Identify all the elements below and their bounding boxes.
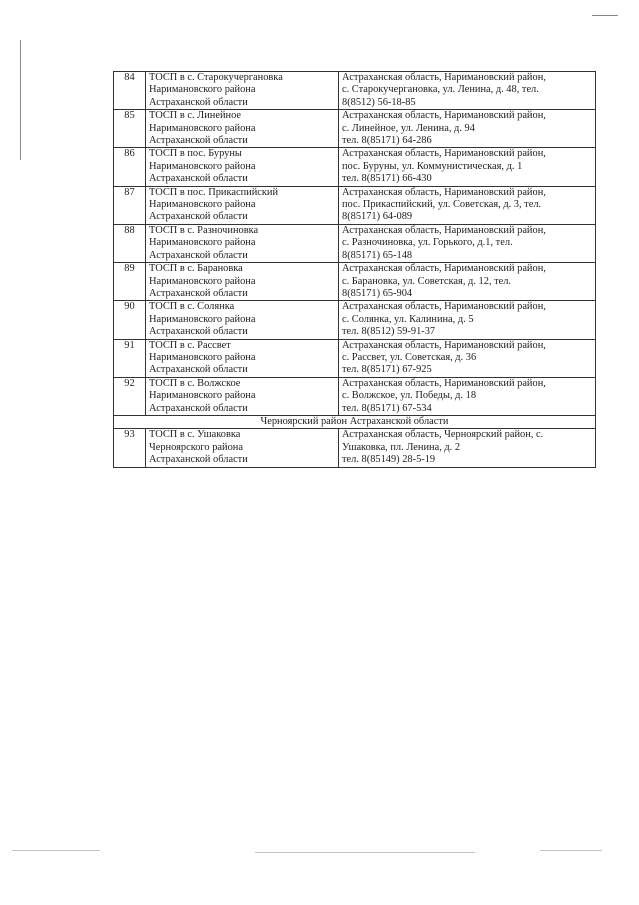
entry-number: 89 xyxy=(114,263,146,301)
branch-address-cell xyxy=(339,110,596,148)
entry-number: 92 xyxy=(114,377,146,415)
branch-name-line: Астраханской области xyxy=(149,454,248,466)
branch-name-line: ТОСП в с. Ушаковка xyxy=(149,429,241,441)
entry-number: 88 xyxy=(114,224,146,262)
branch-name-cell xyxy=(146,110,339,148)
branch-address-line: Астраханская область, Наримановский район, xyxy=(342,377,546,389)
branch-name-line: ТОСП в с. Барановка xyxy=(149,263,243,275)
branch-name-line: Наримановского района xyxy=(149,199,256,211)
scan-edge-line-left xyxy=(20,40,21,160)
branch-address-line: с. Разночиновка, ул. Горького, д.1, тел. xyxy=(342,237,513,249)
branch-address-line: Астраханская область, Наримановский район, xyxy=(342,72,546,83)
section-title: Черноярский район Астраханской области xyxy=(114,415,596,428)
branch-address-line: тел. 8(8512) 59-91-37 xyxy=(342,326,436,338)
branch-address-line: 8(85171) 64-089 xyxy=(342,211,413,223)
branch-address-line: 8(85171) 65-148 xyxy=(342,249,413,261)
branch-address-line: Астраханская область, Наримановский район, xyxy=(342,263,546,275)
branch-address-line: с. Линейное, ул. Ленина, д. 94 xyxy=(342,122,475,134)
scan-edge-line-bottom-left xyxy=(12,850,100,851)
table-row xyxy=(114,72,596,110)
branch-address-line: Астраханская область, Наримановский район, xyxy=(342,224,546,236)
entry-number: 85 xyxy=(114,110,146,148)
registry-table-body xyxy=(114,72,596,468)
branch-name-cell xyxy=(146,148,339,186)
branch-address-cell xyxy=(339,224,596,262)
branch-name-line: ТОСП в с. Разночиновка xyxy=(149,224,259,236)
branch-address-line: Астраханская область, Наримановский район, xyxy=(342,148,546,160)
branch-name-line: Черноярского района xyxy=(149,441,243,453)
branch-name-cell xyxy=(146,72,339,110)
branch-name-line: ТОСП в с. Старокучергановка xyxy=(149,72,283,83)
branch-address-line: тел. 8(85171) 67-925 xyxy=(342,364,432,376)
table-row xyxy=(114,148,596,186)
entry-number: 93 xyxy=(114,429,146,467)
table-row xyxy=(114,301,596,339)
branch-name-cell xyxy=(146,186,339,224)
branch-name-line: ТОСП в с. Солянка xyxy=(149,301,235,313)
branch-address-line: тел. 8(85171) 66-430 xyxy=(342,173,432,185)
branch-address-cell xyxy=(339,186,596,224)
branch-address-line: Астраханская область, Наримановский район, xyxy=(342,339,546,351)
branch-address-line: Астраханская область, Наримановский район, xyxy=(342,186,546,198)
branch-address-cell xyxy=(339,377,596,415)
branch-name-line: Наримановского района xyxy=(149,237,256,249)
branch-name-line: Наримановского района xyxy=(149,122,256,134)
branch-name-line: Наримановского района xyxy=(149,84,256,96)
branch-address-line: тел. 8(85171) 67-534 xyxy=(342,402,432,414)
branch-address-line: с. Старокучергановка, ул. Ленина, д. 48, тел. xyxy=(342,84,539,96)
branch-name-line: ТОСП в пос. Прикаспийский xyxy=(149,186,279,198)
branch-name-cell xyxy=(146,429,339,467)
branch-address-line: Астраханская область, Черноярский район, с. xyxy=(342,429,544,441)
branch-address-line: пос. Прикаспийский, ул. Советская, д. 3, тел. xyxy=(342,199,542,211)
branch-name-line: Астраханской области xyxy=(149,211,248,223)
entry-number: 91 xyxy=(114,339,146,377)
branch-address-line: с. Рассвет, ул. Советская, д. 36 xyxy=(342,351,477,363)
table-row xyxy=(114,377,596,415)
branch-address-line: пос. Буруны, ул. Коммунистическая, д. 1 xyxy=(342,160,523,172)
branch-name-line: Наримановского района xyxy=(149,390,256,402)
branch-name-cell xyxy=(146,301,339,339)
branch-name-line: ТОСП в пос. Буруны xyxy=(149,148,242,160)
table-row xyxy=(114,339,596,377)
branch-address-cell xyxy=(339,301,596,339)
table-row xyxy=(114,224,596,262)
entry-number: 90 xyxy=(114,301,146,339)
branch-name-line: Астраханской области xyxy=(149,173,248,185)
branch-name-line: Астраханской области xyxy=(149,135,248,147)
branch-address-cell xyxy=(339,72,596,110)
branch-address-line: с. Волжское, ул. Победы, д. 18 xyxy=(342,390,477,402)
branch-address-cell xyxy=(339,148,596,186)
table-row xyxy=(114,263,596,301)
section-header-row xyxy=(114,415,596,428)
branch-name-line: ТОСП в с. Волжское xyxy=(149,377,241,389)
scan-edge-line-top-right xyxy=(592,15,618,16)
entry-number: 86 xyxy=(114,148,146,186)
scan-edge-line-bottom-right xyxy=(540,850,602,851)
branch-address-cell xyxy=(339,429,596,467)
branch-name-line: Наримановского района xyxy=(149,313,256,325)
branch-address-line: с. Барановка, ул. Советская, д. 12, тел. xyxy=(342,275,512,287)
branch-address-cell xyxy=(339,339,596,377)
branch-registry-table xyxy=(113,71,596,468)
branch-name-line: Астраханской области xyxy=(149,287,248,299)
branch-name-cell xyxy=(146,224,339,262)
branch-name-line: Астраханской области xyxy=(149,326,248,338)
branch-name-line: Наримановского района xyxy=(149,351,256,363)
branch-name-cell xyxy=(146,377,339,415)
branch-address-cell xyxy=(339,263,596,301)
scan-edge-line-bottom-middle xyxy=(255,852,475,853)
entry-number: 87 xyxy=(114,186,146,224)
branch-name-line: ТОСП в с. Линейное xyxy=(149,110,242,122)
branch-name-line: ТОСП в с. Рассвет xyxy=(149,339,231,351)
table-row xyxy=(114,429,596,467)
branch-name-cell xyxy=(146,339,339,377)
branch-address-line: Ушаковка, пл. Ленина, д. 2 xyxy=(342,441,461,453)
branch-name-line: Астраханской области xyxy=(149,249,248,261)
branch-address-line: с. Солянка, ул. Калинина, д. 5 xyxy=(342,313,474,325)
branch-name-line: Астраханской области xyxy=(149,402,248,414)
branch-name-line: Астраханской области xyxy=(149,96,248,108)
branch-address-line: 8(85171) 65-904 xyxy=(342,287,413,299)
branch-name-cell xyxy=(146,263,339,301)
branch-name-line: Наримановского района xyxy=(149,275,256,287)
table-row xyxy=(114,110,596,148)
branch-name-line: Астраханской области xyxy=(149,364,248,376)
branch-address-line: тел. 8(85149) 28-5-19 xyxy=(342,454,436,466)
branch-address-line: Астраханская область, Наримановский район, xyxy=(342,301,546,313)
table-row xyxy=(114,186,596,224)
branch-address-line: Астраханская область, Наримановский район, xyxy=(342,110,546,122)
branch-name-line: Наримановского района xyxy=(149,160,256,172)
branch-address-line: 8(8512) 56-18-85 xyxy=(342,96,416,108)
branch-address-line: тел. 8(85171) 64-286 xyxy=(342,135,432,147)
entry-number: 84 xyxy=(114,72,146,110)
